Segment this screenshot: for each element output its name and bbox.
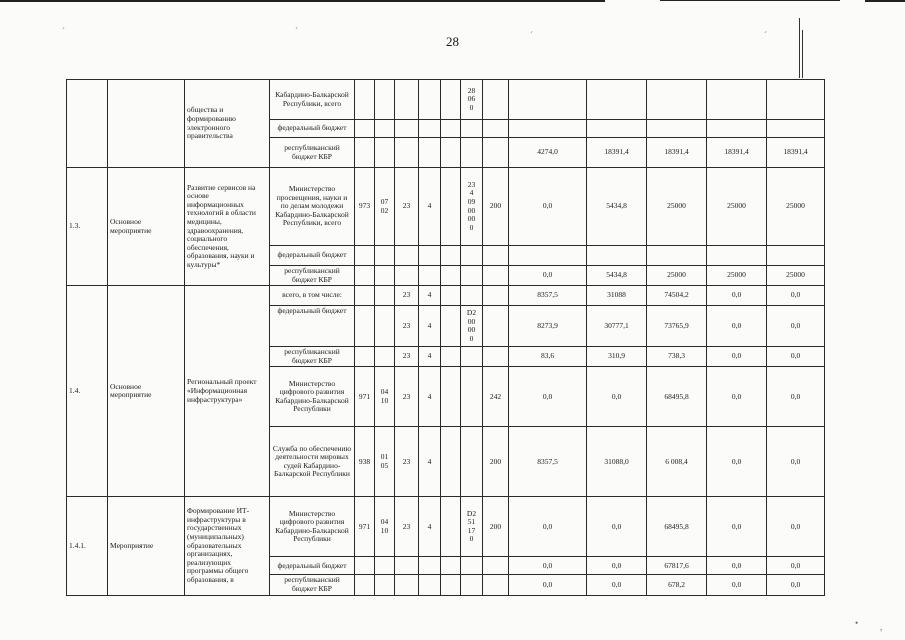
cell-v3: 67817,6 <box>647 557 707 575</box>
cell-om <box>441 80 461 120</box>
cell-v1: 8273,9 <box>509 306 587 347</box>
cell-v3 <box>647 120 707 138</box>
scan-speck: ´ <box>764 30 767 40</box>
scan-speck: ´ <box>530 30 533 40</box>
cell-v3: 73765,9 <box>647 306 707 347</box>
cell-v4 <box>707 120 767 138</box>
cell-type: Мероприятие <box>108 497 185 595</box>
cell-v4: 25000 <box>707 168 767 246</box>
cell-executor: Министерство просвещения, науки и по делам молодежи Кабардино-Балкарской Республики, всего <box>270 168 355 246</box>
cell-v3: 6 008,4 <box>647 427 707 497</box>
cell-v4: 0,0 <box>707 557 767 575</box>
scan-top-line-right <box>660 0 840 1</box>
cell-gp: 23 <box>395 427 419 497</box>
cell-vr <box>483 80 509 120</box>
cell-v1: 0,0 <box>509 367 587 427</box>
cell-v3 <box>647 246 707 266</box>
cell-v5: 25000 <box>767 168 825 246</box>
cell-v5: 0,0 <box>767 575 825 595</box>
cell-executor: Министерство цифрового развития Кабардино-Балкарской Республики <box>270 367 355 427</box>
cell-v2: 31088 <box>587 286 647 306</box>
cell-v5: 0,0 <box>767 306 825 347</box>
cell-v4: 0,0 <box>707 286 767 306</box>
cell-pgp: 4 <box>419 306 441 347</box>
cell-v1 <box>509 120 587 138</box>
cell-v4 <box>707 80 767 120</box>
cell-name: обществa и формированию электронного правительства <box>185 80 270 168</box>
cell-grbs: 971 <box>355 497 375 557</box>
cell-v2 <box>587 80 647 120</box>
cell-type: Основное мероприятие <box>108 168 185 286</box>
cell-rzpr: 01 05 <box>375 427 395 497</box>
cell-v2: 310,9 <box>587 347 647 367</box>
cell-cs: D2 00 00 0 <box>461 306 483 347</box>
cell-executor: республиканский бюджет КБР <box>270 347 355 367</box>
cell-executor: федеральный бюджет <box>270 306 355 347</box>
scan-speck: , <box>880 622 883 632</box>
cell-v2: 18391,4 <box>587 138 647 168</box>
cell-v2: 0,0 <box>587 575 647 595</box>
cell-v5: 0,0 <box>767 497 825 557</box>
table-row <box>67 286 825 306</box>
cell-executor: Министерство цифрового развития Кабардино-Балкарской Республики <box>270 497 355 557</box>
cell-id: 1.4. <box>67 286 108 497</box>
cell-v2 <box>587 246 647 266</box>
cell-pgp <box>419 80 441 120</box>
cell-v1: 0,0 <box>509 497 587 557</box>
cell-v2 <box>587 120 647 138</box>
table-row <box>67 80 825 120</box>
scan-top-line <box>0 0 605 2</box>
cell-grbs: 971 <box>355 367 375 427</box>
cell-v5 <box>767 120 825 138</box>
cell-pgp: 4 <box>419 427 441 497</box>
table-row <box>67 168 825 246</box>
cell-grbs <box>355 80 375 120</box>
cell-name: Региональный проект «Информационная инфраструктура» <box>185 286 270 497</box>
cell-pgp: 4 <box>419 168 441 246</box>
cell-gp: 23 <box>395 306 419 347</box>
cell-gp <box>395 80 419 120</box>
cell-vr: 200 <box>483 168 509 246</box>
cell-v1 <box>509 80 587 120</box>
cell-id: 1.3. <box>67 168 108 286</box>
cell-pgp: 4 <box>419 347 441 367</box>
cell-v4: 0,0 <box>707 306 767 347</box>
cell-cs: 23 4 09 00 00 0 <box>461 168 483 246</box>
cell-v1: 8357,5 <box>509 286 587 306</box>
cell-gp: 23 <box>395 168 419 246</box>
cell-gp: 23 <box>395 497 419 557</box>
cell-v4: 0,0 <box>707 427 767 497</box>
cell-name: Развитие сервисов на основе информационных технологий в области медицины, здравоохранения, социального обеспечения, образования, науки и культуры* <box>185 168 270 286</box>
cell-v2: 30777,1 <box>587 306 647 347</box>
cell-executor: республиканский бюджет КБР <box>270 138 355 168</box>
cell-v4: 18391,4 <box>707 138 767 168</box>
cell-v1: 8357,5 <box>509 427 587 497</box>
cell-v3: 74504,2 <box>647 286 707 306</box>
cell-type <box>108 80 185 168</box>
cell-pgp: 4 <box>419 367 441 427</box>
cell-v3: 25000 <box>647 266 707 286</box>
cell-id <box>67 80 108 168</box>
cell-v2: 5434,8 <box>587 168 647 246</box>
cell-v2: 0,0 <box>587 367 647 427</box>
cell-vr: 200 <box>483 497 509 557</box>
cell-cs: 28 06 0 <box>461 80 483 120</box>
cell-v2: 31088,0 <box>587 427 647 497</box>
page-number: 28 <box>446 34 459 49</box>
table-row <box>67 497 825 557</box>
cell-executor: Кабардино-Балкарской Республики, всего <box>270 80 355 120</box>
cell-v5: 0,0 <box>767 367 825 427</box>
scan-speck: • <box>855 618 859 628</box>
cell-v3: 18391,4 <box>647 138 707 168</box>
cell-v1: 4274,0 <box>509 138 587 168</box>
cell-v3 <box>647 80 707 120</box>
cell-rzpr: 04 10 <box>375 367 395 427</box>
budget-table <box>66 79 825 596</box>
cell-v5: 0,0 <box>767 286 825 306</box>
cell-cs: D2 51 17 0 <box>461 497 483 557</box>
cell-v4: 25000 <box>707 266 767 286</box>
cell-v5 <box>767 80 825 120</box>
cell-v5 <box>767 246 825 266</box>
cell-v2: 5434,8 <box>587 266 647 286</box>
cell-executor: республиканский бюджет КБР <box>270 575 355 595</box>
cell-v1: 0,0 <box>509 168 587 246</box>
cell-grbs: 938 <box>355 427 375 497</box>
cell-v1 <box>509 246 587 266</box>
cell-v2: 0,0 <box>587 497 647 557</box>
cell-vr: 242 <box>483 367 509 427</box>
cell-pgp: 4 <box>419 286 441 306</box>
scan-speck: ´ <box>295 26 298 36</box>
cell-rzpr: 04 10 <box>375 497 395 557</box>
cell-grbs: 973 <box>355 168 375 246</box>
cell-gp: 23 <box>395 367 419 427</box>
cell-v5: 18391,4 <box>767 138 825 168</box>
cell-executor: республиканский бюджет КБР <box>270 266 355 286</box>
cell-type: Основное мероприятие <box>108 286 185 497</box>
cell-rzpr <box>375 80 395 120</box>
cell-v5: 0,0 <box>767 347 825 367</box>
cell-v4 <box>707 246 767 266</box>
cell-executor: федеральный бюджет <box>270 246 355 266</box>
cell-v1: 0,0 <box>509 266 587 286</box>
cell-v4: 0,0 <box>707 497 767 557</box>
cell-v3: 738,3 <box>647 347 707 367</box>
cell-id: 1.4.1. <box>67 497 108 595</box>
cell-v3: 25000 <box>647 168 707 246</box>
cell-vr: 200 <box>483 427 509 497</box>
cell-v4: 0,0 <box>707 347 767 367</box>
cell-v2: 0,0 <box>587 557 647 575</box>
cell-name: Формирование ИТ-инфраструктуры в государственных (муниципальных) образовательных организациях, реализующих программы общего образования, в <box>185 497 270 595</box>
cell-v4: 0,0 <box>707 575 767 595</box>
cell-pgp: 4 <box>419 497 441 557</box>
cell-rzpr: 07 02 <box>375 168 395 246</box>
cell-gp: 23 <box>395 286 419 306</box>
cell-v1: 83,6 <box>509 347 587 367</box>
cell-v3: 68495,8 <box>647 497 707 557</box>
scan-top-line-corner <box>865 0 905 2</box>
cell-v3: 678,2 <box>647 575 707 595</box>
cell-v5: 0,0 <box>767 557 825 575</box>
cell-executor: всего, в том числе: <box>270 286 355 306</box>
cell-v1: 0,0 <box>509 575 587 595</box>
cell-executor: Служба по обеспечению деятельности мировых судей Кабардино-Балкарской Республики <box>270 427 355 497</box>
scan-speck: ´ <box>62 26 65 36</box>
cell-gp: 23 <box>395 347 419 367</box>
cell-executor: федеральный бюджет <box>270 120 355 138</box>
cell-executor: федеральный бюджет <box>270 557 355 575</box>
cell-v3: 68495,8 <box>647 367 707 427</box>
cell-v5: 25000 <box>767 266 825 286</box>
cell-v4: 0,0 <box>707 367 767 427</box>
cell-v1: 0,0 <box>509 557 587 575</box>
cell-v5: 0,0 <box>767 427 825 497</box>
